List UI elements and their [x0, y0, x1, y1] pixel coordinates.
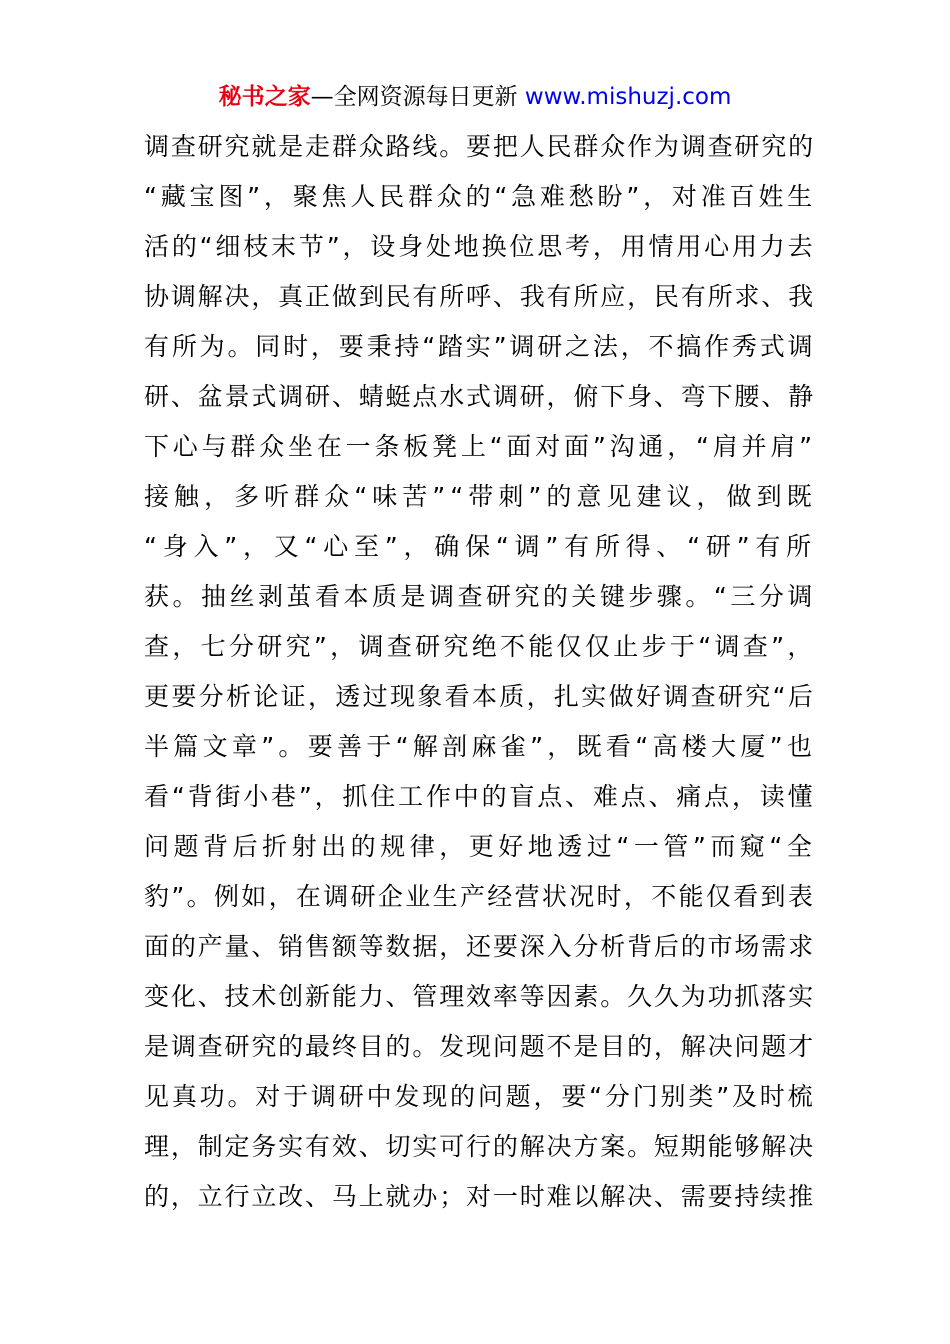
text-line: 是调查研究的最终目的。发现问题不是目的，解决问题才: [144, 1032, 815, 1061]
text-line: 调查研究就是走群众路线。要把人民群众作为调查研究的: [144, 132, 815, 161]
text-line: 的，立行立改、马上就办；对一时难以解决、需要持续推: [144, 1182, 815, 1211]
site-brand: 秘书之家: [218, 84, 311, 110]
text-line: 有所为。同时，要秉持“踏实”调研之法，不搞作秀式调: [144, 332, 816, 361]
text-line: 更要分析论证，透过现象看本质，扎实做好调查研究“后: [144, 682, 816, 711]
text-line: 获。抽丝剥茧看本质是调查研究的关键步骤。“三分调: [144, 582, 816, 611]
text-line: 研、盆景式调研、蜻蜓点水式调研，俯下身、弯下腰、静: [144, 382, 815, 411]
text-line: 半篇文章”。要善于“解剖麻雀”，既看“高楼大厦”也: [144, 732, 817, 761]
text-line: 协调解决，真正做到民有所呼、我有所应，民有所求、我: [144, 282, 815, 311]
site-tagline: —全网资源每日更新: [310, 84, 525, 110]
text-line: 面的产量、销售额等数据，还要深入分析背后的市场需求: [144, 932, 815, 961]
text-line: 理，制定务实有效、切实可行的解决方案。短期能够解决: [144, 1132, 815, 1161]
text-line: 问题背后折射出的规律，更好地透过“一管”而窥“全: [144, 832, 817, 861]
text-line: 看“背街小巷”，抓住工作中的盲点、难点、痛点，读懂: [144, 782, 816, 811]
text-line: 查，七分研究”，调查研究绝不能仅仅止步于“调查”，: [144, 632, 816, 661]
article-body: [144, 122, 817, 1222]
text-line: 接触，多听群众“味苦”“带刺”的意见建议，做到既: [144, 482, 817, 511]
text-line: 下心与群众坐在一条板凳上“面对面”沟通，“肩并肩”: [144, 432, 816, 461]
text-line: 变化、技术创新能力、管理效率等因素。久久为功抓落实: [144, 982, 815, 1011]
text-line: 豹”。例如，在调研企业生产经营状况时，不能仅看到表: [144, 882, 816, 911]
site-header: [0, 82, 950, 112]
text-line: 见真功。对于调研中发现的问题，要“分门别类”及时梳: [144, 1082, 816, 1111]
text-line: “身入”，又“心至”，确保“调”有所得、“研”有所: [144, 532, 817, 561]
text-line: “藏宝图”，聚焦人民群众的“急难愁盼”，对准百姓生: [144, 182, 816, 211]
site-url[interactable]: www.mishuzj.com: [524, 84, 732, 110]
text-line: 活的“细枝末节”，设身处地换位思考，用情用心用力去: [144, 232, 816, 261]
